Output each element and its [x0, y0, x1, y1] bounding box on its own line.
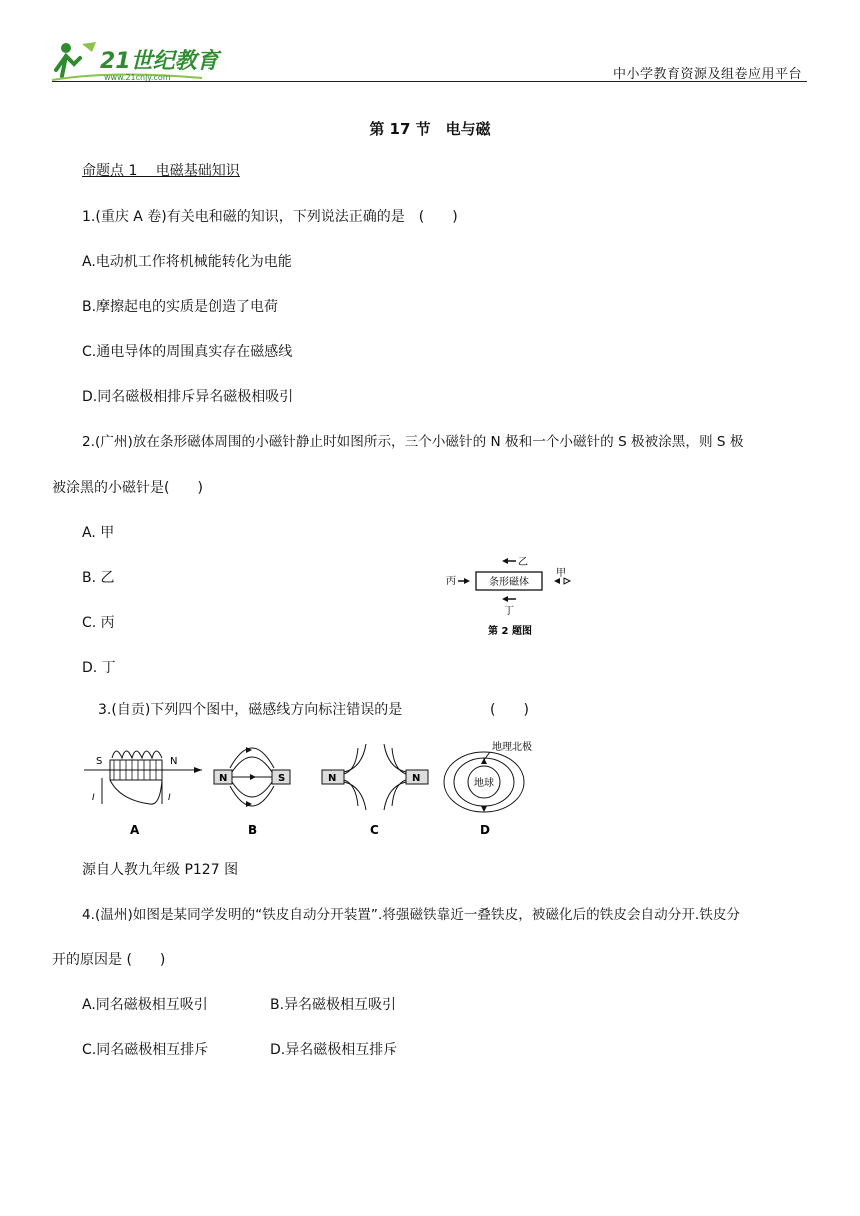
logo-main-text: 21世纪教育	[100, 49, 219, 74]
figure-c-label: C	[370, 823, 379, 837]
q4-option-a: A.同名磁极相互吸引	[82, 997, 208, 1013]
q1-stem: 1.(重庆 A 卷)有关电和磁的知识，下列说法正确的是 ( )	[82, 209, 458, 225]
earth-label: 地球	[474, 778, 494, 789]
figure-b-label: B	[248, 823, 258, 837]
label-bing: 丙	[446, 576, 456, 587]
q4-option-b: B.异名磁极相互吸引	[270, 997, 397, 1013]
q3-stem: 3.(自贡)下列四个图中，磁感线方向标注错误的是	[98, 702, 403, 718]
q1-option-b: B.摩擦起电的实质是创造了电荷	[82, 299, 279, 315]
svg-text:S: S	[278, 773, 286, 784]
q1-option-a: A.电动机工作将机械能转化为电能	[82, 254, 292, 270]
q2-stem-line2: 被涂黑的小磁针是( )	[52, 480, 203, 496]
figure-c-magnets	[322, 744, 428, 837]
q3-figures	[84, 738, 554, 843]
svg-text:I: I	[92, 793, 95, 803]
needle-yi-icon	[502, 558, 516, 564]
q4-stem-line1: 4.(温州)如图是某同学发明的“铁皮自动分开装置”.将强磁铁靠近一叠铁皮，被磁化后的铁皮会自动分开.铁皮分	[82, 907, 741, 923]
label-ding: 丁	[504, 606, 514, 617]
q2-figure-caption: 第 2 题图	[488, 626, 532, 637]
figure-a-solenoid	[84, 751, 202, 837]
q1-option-c: C.通电导体的周围真实存在磁感线	[82, 344, 293, 360]
needle-ding-icon	[502, 596, 516, 602]
needle-bing-icon	[458, 578, 470, 584]
svg-text:N: N	[328, 773, 337, 784]
section-heading: 命题点 1 电磁基础知识	[82, 163, 240, 179]
platform-name: 中小学教育资源及组卷应用平台	[612, 67, 802, 82]
label-jia: 甲	[556, 568, 566, 579]
svg-text:S: S	[96, 756, 103, 767]
q2-option-b: B. 乙	[82, 570, 115, 586]
q3-bracket: ( )	[490, 702, 529, 718]
q4-option-c: C.同名磁极相互排斥	[82, 1042, 209, 1058]
label-yi: 乙	[518, 557, 528, 568]
geographic-north-label: 地理北极	[492, 742, 532, 753]
runner-logo-icon	[52, 40, 222, 82]
svg-text:I: I	[168, 793, 171, 803]
q2-figure	[440, 552, 580, 642]
q2-option-a: A. 甲	[82, 525, 115, 541]
magnet-label: 条形磁体	[489, 577, 529, 588]
header-divider	[52, 81, 807, 82]
svg-text:N: N	[412, 773, 421, 784]
figure-a-label: A	[130, 823, 140, 837]
q3-source: 源自人教九年级 P127 图	[82, 862, 239, 878]
figure-b-magnets	[214, 747, 290, 837]
q4-option-d: D.异名磁极相互排斥	[270, 1042, 398, 1058]
svg-text:N: N	[219, 773, 228, 784]
figure-d-earth	[444, 740, 532, 837]
logo-sub-text: www.21cnjy.com	[104, 73, 171, 82]
q2-stem-line1: 2.(广州)放在条形磁体周围的小磁针静止时如图所示，三个小磁针的 N 极和一个小磁针的 S 极被涂黑，则 S 极	[82, 434, 744, 450]
q1-option-d: D.同名磁极相排斥异名磁极相吸引	[82, 389, 294, 405]
q2-option-d: D. 丁	[82, 660, 116, 676]
q4-stem-line2: 开的原因是 ( )	[52, 952, 166, 968]
figure-d-label: D	[480, 823, 490, 837]
site-logo	[52, 40, 222, 82]
q2-option-c: C. 丙	[82, 615, 115, 631]
page-title: 第 17 节 电与磁	[369, 120, 491, 138]
svg-text:N: N	[170, 756, 178, 767]
